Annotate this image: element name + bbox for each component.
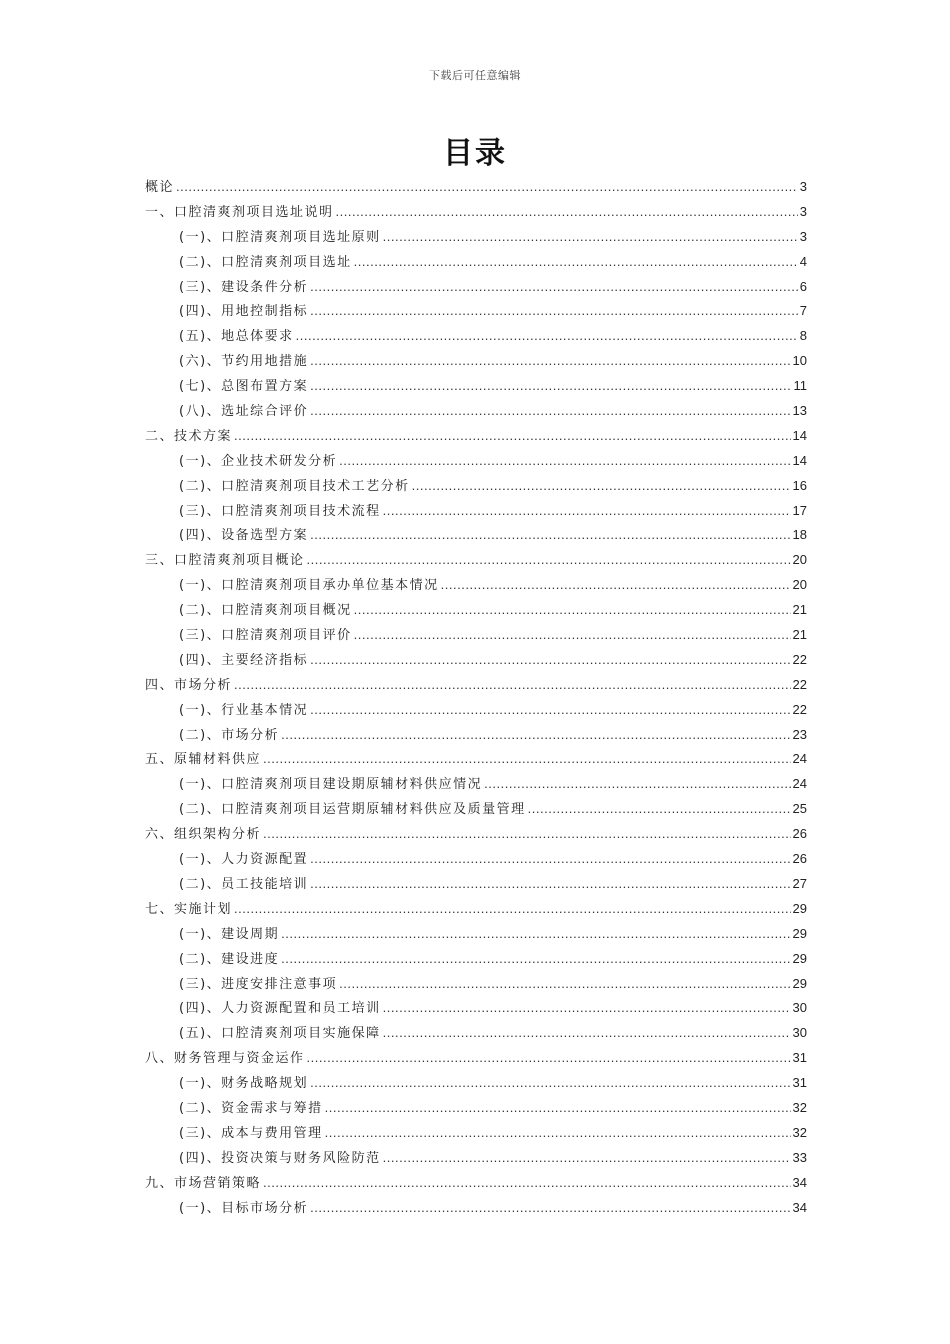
- toc-dot-leader: [325, 1096, 791, 1121]
- toc-subsection-link[interactable]: [145, 996, 807, 1021]
- toc-subsection-link[interactable]: [145, 449, 807, 474]
- toc-page-number: 29: [792, 950, 807, 966]
- toc-dot-leader: [528, 797, 791, 822]
- toc-dot-leader: [383, 1146, 791, 1171]
- toc-entry-label: (一)、建设周期: [179, 926, 280, 942]
- toc-page-number: 18: [792, 527, 807, 543]
- toc-page-number: 32: [792, 1124, 807, 1140]
- toc-subsection-link[interactable]: [145, 1121, 807, 1146]
- toc-dot-leader: [310, 847, 790, 872]
- toc-dot-leader: [263, 1171, 791, 1196]
- toc-subsection-link[interactable]: [145, 399, 807, 424]
- toc-entry-label: (六)、节约用地措施: [179, 354, 309, 370]
- toc-entry-label: (三)、建设条件分析: [179, 279, 309, 295]
- toc-subsection-link[interactable]: [145, 225, 807, 250]
- toc-page-number: 20: [792, 552, 807, 568]
- toc-page-number: 33: [792, 1149, 807, 1165]
- toc-entry-label: (一)、财务战略规划: [179, 1076, 309, 1092]
- toc-page-number: 34: [792, 1199, 807, 1215]
- toc-section-link[interactable]: [145, 673, 807, 698]
- table-of-contents: [145, 175, 807, 1220]
- toc-page-number: 22: [792, 676, 807, 692]
- toc-entry-label: 八、财务管理与资金运作: [145, 1051, 305, 1067]
- toc-dot-leader: [307, 1046, 791, 1071]
- toc-dot-leader: [307, 548, 791, 573]
- toc-section-link[interactable]: [145, 747, 807, 772]
- toc-page-number: 31: [792, 1050, 807, 1066]
- toc-page-number: 13: [792, 403, 807, 419]
- toc-entry-label: (四)、用地控制指标: [179, 304, 309, 320]
- toc-dot-leader: [484, 772, 790, 797]
- toc-entry-label: (二)、建设进度: [179, 951, 280, 967]
- toc-dot-leader: [310, 698, 790, 723]
- toc-entry-label: (三)、口腔清爽剂项目评价: [179, 628, 352, 644]
- toc-dot-leader: [310, 349, 790, 374]
- toc-subsection-link[interactable]: [145, 1071, 807, 1096]
- toc-entry-label: (二)、口腔清爽剂项目运营期原辅材料供应及质量管理: [179, 802, 526, 818]
- toc-page-number: 34: [792, 1174, 807, 1190]
- toc-dot-leader: [176, 175, 798, 200]
- toc-entry-label: (四)、设备选型方案: [179, 528, 309, 544]
- toc-page-number: 11: [793, 378, 807, 394]
- toc-entry-label: (四)、人力资源配置和员工培训: [179, 1001, 381, 1017]
- page-header-note: 下载后可任意编辑: [429, 69, 521, 82]
- toc-subsection-link[interactable]: [145, 922, 807, 947]
- toc-dot-leader: [263, 747, 791, 772]
- toc-page-number: 30: [792, 1025, 807, 1041]
- toc-entry-label: (一)、口腔清爽剂项目承办单位基本情况: [179, 578, 439, 594]
- toc-entry-label: (三)、成本与费用管理: [179, 1125, 323, 1141]
- toc-entry-label: 三、口腔清爽剂项目概论: [145, 553, 305, 569]
- toc-page-number: 27: [792, 875, 807, 891]
- toc-section-link[interactable]: [145, 897, 807, 922]
- toc-dot-leader: [336, 200, 798, 225]
- toc-dot-leader: [234, 897, 791, 922]
- toc-dot-leader: [441, 573, 791, 598]
- toc-subsection-link[interactable]: [145, 623, 807, 648]
- toc-page-number: 29: [792, 900, 807, 916]
- toc-entry-label: (五)、地总体要求: [179, 329, 294, 345]
- toc-entry-label: (一)、口腔清爽剂项目选址原则: [179, 229, 381, 245]
- toc-section-link[interactable]: [145, 1171, 807, 1196]
- toc-subsection-link[interactable]: [145, 598, 807, 623]
- toc-dot-leader: [310, 275, 798, 300]
- toc-dot-leader: [383, 225, 798, 250]
- toc-dot-leader: [310, 523, 790, 548]
- toc-page-number: 24: [792, 776, 807, 792]
- toc-dot-leader: [383, 1021, 791, 1046]
- toc-dot-leader: [310, 648, 790, 673]
- toc-subsection-link[interactable]: [145, 1196, 807, 1221]
- toc-section-link[interactable]: [145, 175, 807, 200]
- toc-subsection-link[interactable]: [145, 499, 807, 524]
- toc-page-number: 25: [792, 801, 807, 817]
- toc-page-number: 10: [792, 353, 807, 369]
- toc-subsection-link[interactable]: [145, 972, 807, 997]
- toc-page-number: 30: [792, 1000, 807, 1016]
- toc-subsection-link[interactable]: [145, 374, 807, 399]
- toc-title: 目录: [443, 136, 507, 171]
- toc-entry-label: (二)、市场分析: [179, 727, 280, 743]
- toc-page-number: 23: [792, 726, 807, 742]
- toc-subsection-link[interactable]: [145, 847, 807, 872]
- toc-dot-leader: [412, 474, 791, 499]
- toc-entry-label: (一)、口腔清爽剂项目建设期原辅材料供应情况: [179, 777, 483, 793]
- toc-dot-leader: [339, 449, 790, 474]
- toc-dot-leader: [354, 623, 791, 648]
- toc-dot-leader: [263, 822, 791, 847]
- toc-page-number: 14: [792, 452, 807, 468]
- toc-entry-label: (一)、人力资源配置: [179, 852, 309, 868]
- toc-entry-label: (四)、主要经济指标: [179, 652, 309, 668]
- toc-page-number: 6: [799, 278, 807, 294]
- toc-section-link[interactable]: [145, 822, 807, 847]
- toc-entry-label: 六、组织架构分析: [145, 827, 262, 843]
- toc-entry-label: (五)、口腔清爽剂项目实施保障: [179, 1026, 381, 1042]
- toc-page-number: 20: [792, 577, 807, 593]
- toc-subsection-link[interactable]: [145, 1021, 807, 1046]
- toc-dot-leader: [354, 250, 798, 275]
- toc-entry-label: 七、实施计划: [145, 901, 233, 917]
- toc-page-number: 22: [792, 701, 807, 717]
- toc-entry-label: (二)、口腔清爽剂项目选址: [179, 254, 352, 270]
- toc-dot-leader: [354, 598, 791, 623]
- toc-subsection-link[interactable]: [145, 349, 807, 374]
- toc-page-number: 17: [792, 502, 807, 518]
- toc-page-number: 26: [792, 851, 807, 867]
- toc-dot-leader: [281, 723, 790, 748]
- toc-subsection-link[interactable]: [145, 275, 807, 300]
- toc-dot-leader: [310, 1071, 790, 1096]
- toc-subsection-link[interactable]: [145, 797, 807, 822]
- toc-dot-leader: [383, 996, 791, 1021]
- toc-subsection-link[interactable]: [145, 250, 807, 275]
- toc-dot-leader: [310, 374, 791, 399]
- toc-dot-leader: [325, 1121, 791, 1146]
- toc-page-number: 26: [792, 826, 807, 842]
- toc-subsection-link[interactable]: [145, 299, 807, 324]
- toc-subsection-link[interactable]: [145, 523, 807, 548]
- toc-entry-label: (七)、总图布置方案: [179, 379, 309, 395]
- toc-section-link[interactable]: [145, 1046, 807, 1071]
- toc-entry-label: (一)、企业技术研发分析: [179, 453, 338, 469]
- toc-subsection-link[interactable]: [145, 648, 807, 673]
- toc-entry-label: (四)、投资决策与财务风险防范: [179, 1150, 381, 1166]
- toc-entry-label: 四、市场分析: [145, 677, 233, 693]
- toc-entry-label: (二)、员工技能培训: [179, 876, 309, 892]
- toc-entry-label: (二)、口腔清爽剂项目概况: [179, 603, 352, 619]
- toc-entry-label: (二)、口腔清爽剂项目技术工艺分析: [179, 478, 410, 494]
- toc-entry-label: 二、技术方案: [145, 428, 233, 444]
- toc-entry-label: 五、原辅材料供应: [145, 752, 262, 768]
- toc-dot-leader: [234, 673, 791, 698]
- toc-entry-label: (三)、进度安排注意事项: [179, 976, 338, 992]
- toc-subsection-link[interactable]: [145, 1146, 807, 1171]
- toc-subsection-link[interactable]: [145, 872, 807, 897]
- toc-dot-leader: [310, 399, 790, 424]
- toc-section-link[interactable]: [145, 548, 807, 573]
- toc-page-number: 3: [799, 228, 807, 244]
- toc-page-number: 32: [792, 1099, 807, 1115]
- toc-dot-leader: [310, 1196, 790, 1221]
- toc-dot-leader: [310, 299, 798, 324]
- toc-entry-label: 一、口腔清爽剂项目选址说明: [145, 204, 334, 220]
- toc-entry-label: (八)、选址综合评价: [179, 404, 309, 420]
- toc-page-number: 4: [799, 253, 807, 269]
- toc-section-link[interactable]: [145, 424, 807, 449]
- toc-subsection-link[interactable]: [145, 474, 807, 499]
- toc-dot-leader: [296, 324, 798, 349]
- toc-entry-label: (一)、行业基本情况: [179, 702, 309, 718]
- toc-page-number: 22: [792, 651, 807, 667]
- toc-section-link[interactable]: [145, 200, 807, 225]
- toc-page-number: 21: [792, 627, 807, 643]
- toc-page-number: 24: [792, 751, 807, 767]
- toc-page-number: 29: [792, 975, 807, 991]
- toc-entry-label: (二)、资金需求与筹措: [179, 1100, 323, 1116]
- toc-entry-label: 概论: [145, 180, 175, 195]
- toc-page-number: 3: [799, 203, 807, 219]
- toc-dot-leader: [234, 424, 791, 449]
- toc-subsection-link[interactable]: [145, 1096, 807, 1121]
- toc-subsection-link[interactable]: [145, 772, 807, 797]
- toc-subsection-link[interactable]: [145, 723, 807, 748]
- toc-page-number: 16: [792, 477, 807, 493]
- toc-subsection-link[interactable]: [145, 324, 807, 349]
- toc-dot-leader: [281, 922, 790, 947]
- toc-subsection-link[interactable]: [145, 947, 807, 972]
- toc-page-number: 8: [799, 328, 807, 344]
- toc-dot-leader: [339, 972, 790, 997]
- toc-dot-leader: [383, 499, 791, 524]
- toc-page-number: 7: [799, 303, 807, 319]
- toc-entry-label: 九、市场营销策略: [145, 1175, 262, 1191]
- toc-page-number: 3: [799, 179, 807, 194]
- toc-page-number: 21: [792, 602, 807, 618]
- toc-subsection-link[interactable]: [145, 573, 807, 598]
- toc-page-number: 14: [792, 427, 807, 443]
- toc-entry-label: (三)、口腔清爽剂项目技术流程: [179, 503, 381, 519]
- toc-dot-leader: [310, 872, 790, 897]
- toc-dot-leader: [281, 947, 790, 972]
- toc-page-number: 29: [792, 925, 807, 941]
- toc-entry-label: (一)、目标市场分析: [179, 1200, 309, 1216]
- toc-page-number: 31: [792, 1075, 807, 1091]
- toc-subsection-link[interactable]: [145, 698, 807, 723]
